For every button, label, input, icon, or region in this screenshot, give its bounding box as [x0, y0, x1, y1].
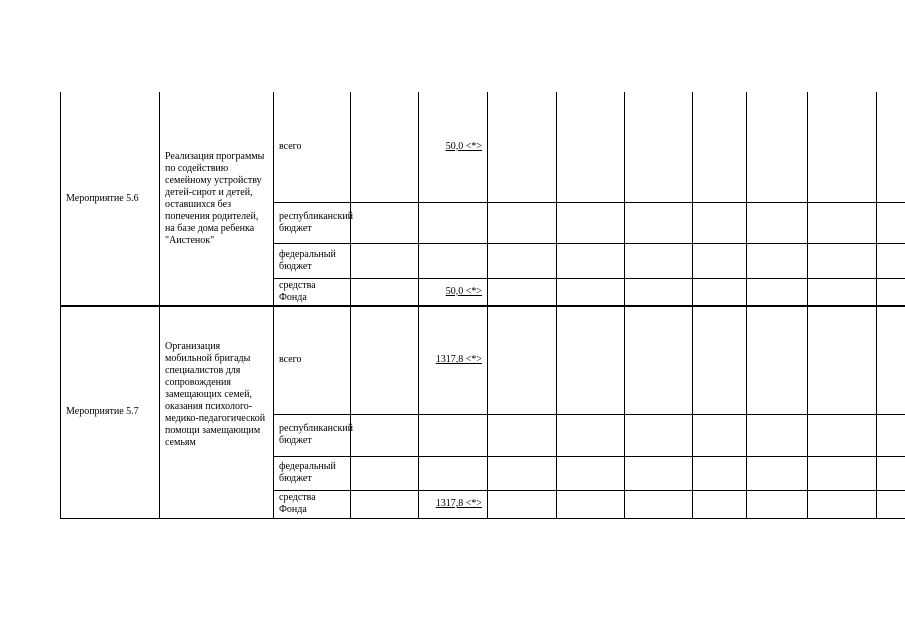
funding-source: федеральный бюджет — [274, 243, 351, 278]
table-cell — [693, 414, 747, 456]
table-cell — [557, 490, 625, 518]
funding-amount — [419, 414, 488, 456]
table-cell — [808, 92, 877, 202]
table-cell — [557, 202, 625, 243]
table-cell — [488, 490, 557, 518]
table-cell — [747, 202, 808, 243]
table-cell — [808, 490, 877, 518]
funding-amount[interactable]: 1317,8 <*> — [419, 490, 488, 518]
funding-amount[interactable]: 50,0 <*> — [419, 92, 488, 202]
table-cell — [808, 202, 877, 243]
funding-amount — [419, 456, 488, 490]
table-cell — [625, 456, 693, 490]
table-cell — [693, 490, 747, 518]
funding-amount — [419, 202, 488, 243]
funding-source: республиканский бюджет — [274, 414, 351, 456]
description-cell — [160, 306, 274, 518]
event-cell — [61, 92, 160, 306]
table-cell — [625, 490, 693, 518]
event-label: Мероприятие 5.6 — [66, 192, 139, 204]
table-cell — [488, 202, 557, 243]
table-cell — [557, 243, 625, 278]
funding-source: федеральный бюджет — [274, 456, 351, 490]
table-cell — [488, 414, 557, 456]
table-cell — [488, 243, 557, 278]
table-cell — [351, 243, 419, 278]
table-cell — [877, 278, 905, 306]
table-cell — [747, 456, 808, 490]
table-cell — [693, 243, 747, 278]
event-cell — [61, 306, 160, 518]
table-cell — [625, 278, 693, 306]
table-cell — [625, 92, 693, 202]
table-cell — [625, 243, 693, 278]
table-cell — [351, 414, 419, 456]
table-cell — [747, 490, 808, 518]
table-cell — [557, 414, 625, 456]
table-cell — [625, 306, 693, 414]
table-cell — [625, 202, 693, 243]
table-cell — [557, 456, 625, 490]
table-cell — [351, 278, 419, 306]
table-cell — [747, 243, 808, 278]
table-cell — [351, 456, 419, 490]
table-cell — [808, 306, 877, 414]
table-cell — [808, 278, 877, 306]
table-cell — [877, 306, 905, 414]
table-cell — [877, 490, 905, 518]
table-cell — [877, 456, 905, 490]
funding-source: всего — [274, 306, 351, 414]
table-cell — [877, 414, 905, 456]
table-cell — [877, 202, 905, 243]
table-cell — [557, 278, 625, 306]
funding-source: республиканский бюджет — [274, 202, 351, 243]
table-cell — [808, 456, 877, 490]
event-description: Реализация программы по содействию семейному устройству детей-сирот и детей, оставшихся без попечения родителей, на базе дома ребенка "Аистенок" — [165, 150, 265, 246]
table-cell — [488, 92, 557, 202]
table-cell — [351, 306, 419, 414]
funding-source: средства Фонда — [274, 278, 351, 306]
table-cell — [351, 92, 419, 202]
table-cell — [747, 278, 808, 306]
table-cell — [351, 202, 419, 243]
description-cell — [160, 92, 274, 306]
table-cell — [747, 92, 808, 202]
funding-source: средства Фонда — [274, 490, 351, 518]
table-row — [61, 92, 905, 202]
table-row — [61, 306, 905, 414]
table-cell — [557, 92, 625, 202]
table-cell — [693, 456, 747, 490]
table-cell — [693, 306, 747, 414]
table-cell — [693, 92, 747, 202]
event-description: Организация мобильной бригады специалистов для сопровождения замещающих семей, оказания психолого-медико-педагогической помощи замещающим семьям — [165, 341, 266, 448]
funding-amount[interactable]: 50,0 <*> — [419, 278, 488, 306]
table-cell — [693, 202, 747, 243]
table-cell — [808, 414, 877, 456]
funding-amount[interactable]: 1317,8 <*> — [419, 306, 488, 414]
program-table — [60, 92, 905, 519]
table-cell — [488, 306, 557, 414]
table-cell — [488, 278, 557, 306]
table-cell — [351, 490, 419, 518]
funding-amount — [419, 243, 488, 278]
table-cell — [625, 414, 693, 456]
funding-source: всего — [274, 92, 351, 202]
table-cell — [808, 243, 877, 278]
event-label: Мероприятие 5.7 — [66, 406, 139, 418]
table-cell — [877, 92, 905, 202]
table-cell — [747, 414, 808, 456]
table-cell — [557, 306, 625, 414]
table-cell — [747, 306, 808, 414]
table-cell — [693, 278, 747, 306]
table-cell — [877, 243, 905, 278]
table-cell — [488, 456, 557, 490]
